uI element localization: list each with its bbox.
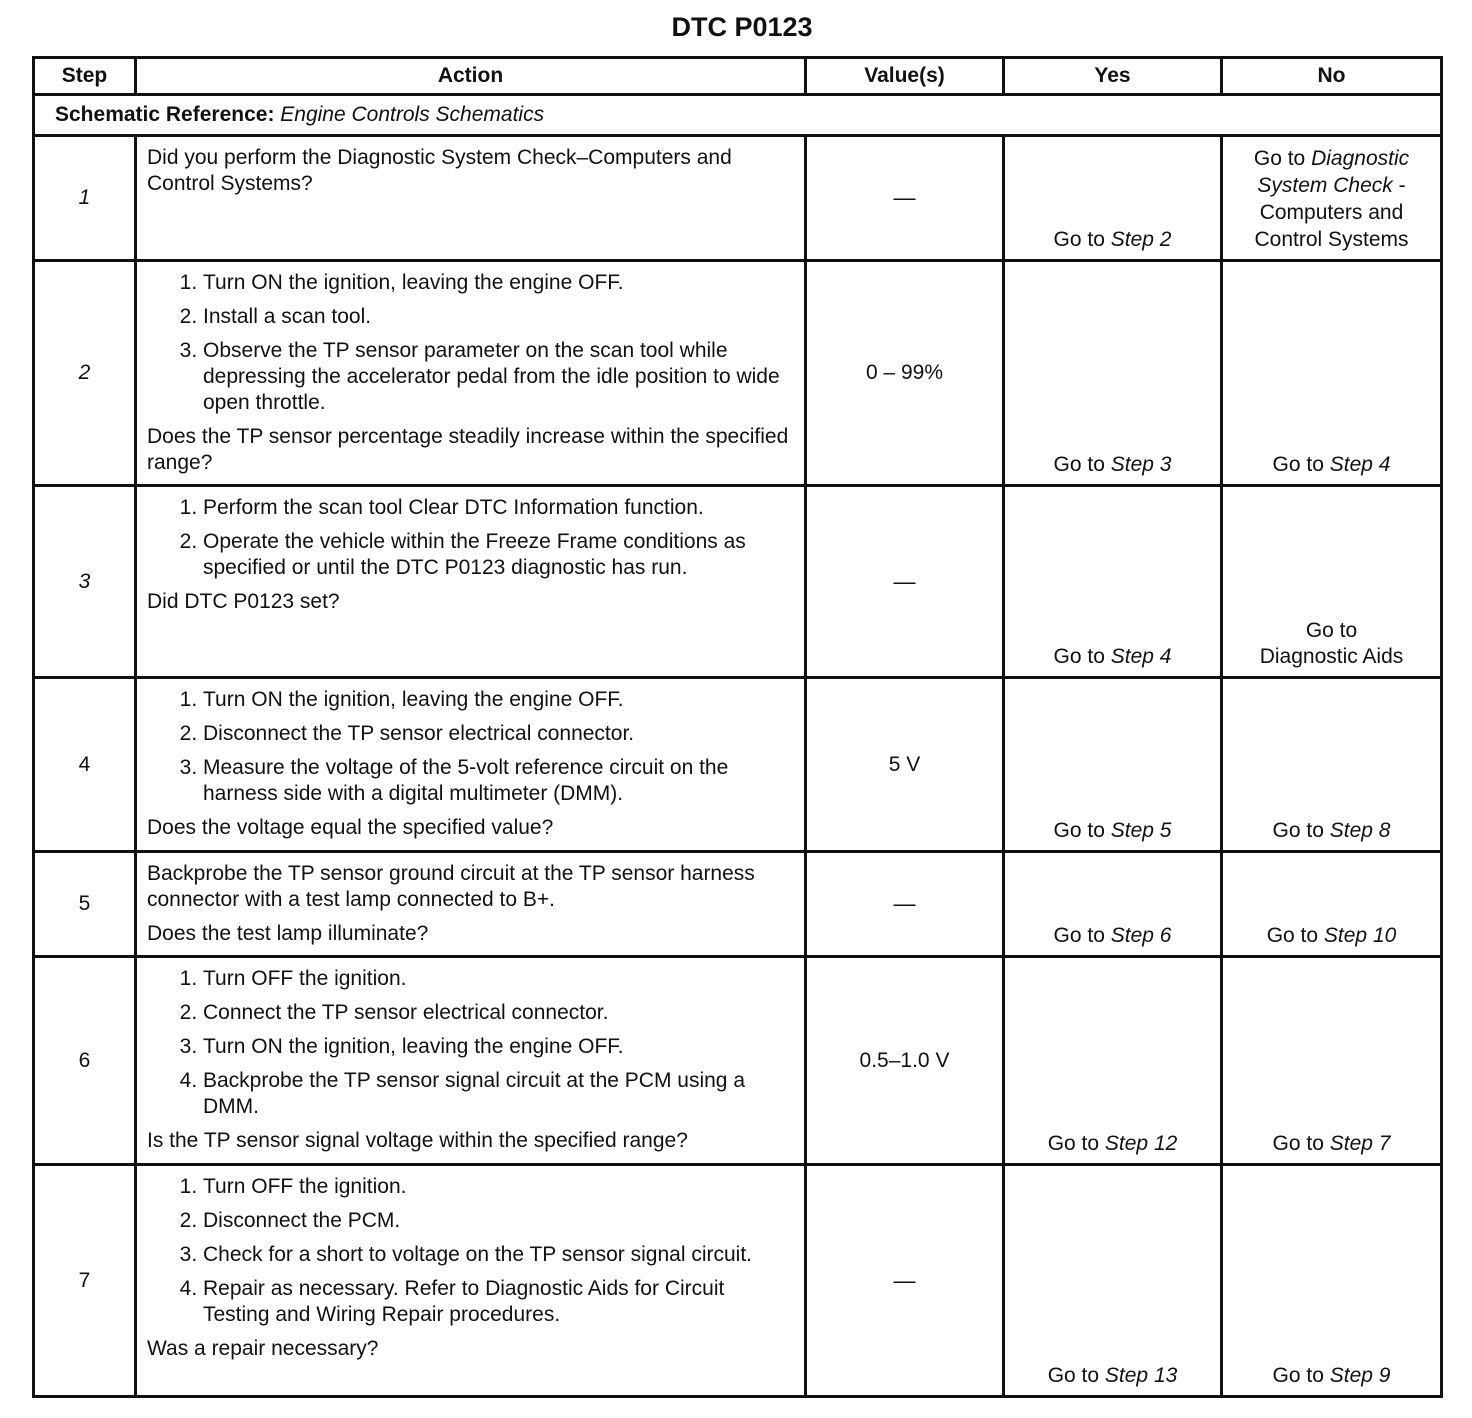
no-cell — [1222, 957, 1442, 1165]
action-intro: Did you perform the Diagnostic System Check–Computers and Control Systems? — [147, 146, 732, 195]
no-prefix: Go to — [1253, 147, 1306, 170]
action-item: 1. Turn OFF the ignition. — [203, 1174, 794, 1200]
step-value: — — [806, 136, 1004, 261]
action-item: 3. Check for a short to voltage on the TP sensor signal circuit. — [203, 1242, 794, 1268]
no-prefix: Go to — [1272, 819, 1324, 842]
header-values: Value(s) — [806, 58, 1004, 95]
step-action — [136, 957, 806, 1165]
step-action — [136, 261, 806, 486]
action-question: Is the TP sensor signal voltage within the specified range? — [147, 1129, 688, 1152]
header-step: Step — [34, 58, 136, 95]
step-action — [136, 486, 806, 678]
no-link[interactable]: Step 4 — [1329, 453, 1391, 476]
step-value: 0.5–1.0 V — [806, 957, 1004, 1165]
no-prefix: Go to — [1272, 1364, 1324, 1387]
action-item: 2. Install a scan tool. — [203, 304, 794, 330]
action-item: 3. Measure the voltage of the 5-volt reference circuit on the harness side with a digital multimeter (DMM). — [203, 755, 794, 807]
schematic-reference-label: Schematic Reference: — [55, 103, 275, 126]
no-link[interactable]: Step 9 — [1329, 1364, 1391, 1387]
step-value: — — [806, 486, 1004, 678]
action-item: 2. Disconnect the TP sensor electrical connector. — [203, 721, 794, 747]
yes-link[interactable]: Step 6 — [1110, 924, 1172, 947]
step-number: 6 — [34, 957, 136, 1165]
table-row — [34, 957, 1442, 1165]
no-link[interactable]: Step 10 — [1323, 924, 1397, 947]
yes-link[interactable]: Step 4 — [1110, 645, 1172, 668]
action-list — [147, 495, 794, 581]
no-cell — [1222, 1165, 1442, 1397]
table-row — [34, 486, 1442, 678]
step-value: 5 V — [806, 678, 1004, 852]
yes-link[interactable]: Step 2 — [1110, 228, 1172, 251]
yes-prefix: Go to — [1053, 645, 1105, 668]
table-row — [34, 678, 1442, 852]
action-item: 1. Perform the scan tool Clear DTC Information function. — [203, 495, 794, 521]
header-yes: Yes — [1004, 58, 1222, 95]
yes-link[interactable]: Step 3 — [1110, 453, 1172, 476]
action-item: 1. Turn ON the ignition, leaving the engine OFF. — [203, 270, 794, 296]
action-item: 1. Turn OFF the ignition. — [203, 966, 794, 992]
table-row — [34, 852, 1442, 957]
yes-prefix: Go to — [1053, 924, 1105, 947]
yes-cell — [1004, 957, 1222, 1165]
yes-cell — [1004, 852, 1222, 957]
action-item: 3. Observe the TP sensor parameter on the scan tool while depressing the accelerator pedal from the idle position to wide open throttle. — [203, 338, 794, 416]
step-value: 0 – 99% — [806, 261, 1004, 486]
yes-cell — [1004, 136, 1222, 261]
step-value: — — [806, 1165, 1004, 1397]
action-question: Does the test lamp illuminate? — [147, 922, 429, 945]
action-question: Did DTC P0123 set? — [147, 590, 340, 613]
header-action: Action — [136, 58, 806, 95]
action-question: Does the TP sensor percentage steadily increase within the specified range? — [147, 425, 789, 474]
yes-prefix: Go to — [1047, 1132, 1100, 1155]
no-link[interactable]: Step 7 — [1329, 1132, 1391, 1155]
no-cell — [1222, 486, 1442, 678]
step-action — [136, 136, 806, 261]
action-item: 1. Turn ON the ignition, leaving the engine OFF. — [203, 687, 794, 713]
step-number: 1 — [34, 136, 136, 261]
schematic-reference-link[interactable]: Engine Controls Schematics — [280, 103, 545, 126]
no-link[interactable]: Diagnostic System Check — [1257, 147, 1410, 197]
yes-prefix: Go to — [1053, 453, 1105, 476]
action-item: 4. Backprobe the TP sensor signal circuit at the PCM using a DMM. — [203, 1068, 794, 1120]
schematic-reference — [34, 95, 1442, 136]
action-question: Was a repair necessary? — [147, 1337, 379, 1360]
step-action — [136, 678, 806, 852]
no-cell — [1222, 852, 1442, 957]
yes-prefix: Go to — [1053, 228, 1105, 251]
no-cell — [1222, 261, 1442, 486]
table-row — [34, 1165, 1442, 1397]
yes-cell — [1004, 486, 1222, 678]
yes-link[interactable]: Step 13 — [1104, 1364, 1178, 1387]
action-list — [147, 966, 794, 1120]
step-action — [136, 852, 806, 957]
step-number: 2 — [34, 261, 136, 486]
action-item: 2. Operate the vehicle within the Freeze Frame conditions as specified or until the DTC P0123 diagnostic has run. — [203, 529, 794, 581]
action-item: 3. Turn ON the ignition, leaving the engine OFF. — [203, 1034, 794, 1060]
no-cell — [1222, 678, 1442, 852]
step-number: 5 — [34, 852, 136, 957]
yes-prefix: Go to — [1053, 819, 1105, 842]
action-list — [147, 687, 794, 807]
yes-link[interactable]: Step 12 — [1104, 1132, 1178, 1155]
yes-link[interactable]: Step 5 — [1110, 819, 1172, 842]
no-cell — [1222, 136, 1442, 261]
action-item: 4. Repair as necessary. Refer to Diagnostic Aids for Circuit Testing and Wiring Repair procedures. — [203, 1276, 794, 1328]
action-list — [147, 270, 794, 416]
no-prefix: Go to — [1272, 1132, 1324, 1155]
no-prefix: Go to — [1266, 924, 1319, 947]
table-row — [34, 261, 1442, 486]
action-list — [147, 1174, 794, 1328]
no-prefix: Go to — [1272, 453, 1324, 476]
step-value: — — [806, 852, 1004, 957]
yes-prefix: Go to — [1047, 1364, 1100, 1387]
no-suffix: - Computers and Control Systems — [1254, 174, 1409, 251]
yes-cell — [1004, 261, 1222, 486]
action-question: Does the voltage equal the specified value? — [147, 816, 554, 839]
yes-cell — [1004, 1165, 1222, 1397]
schematic-reference-row — [34, 95, 1442, 136]
header-row — [34, 58, 1442, 95]
dtc-table — [32, 56, 1443, 1398]
action-item: 2. Disconnect the PCM. — [203, 1208, 794, 1234]
step-action — [136, 1165, 806, 1397]
header-no: No — [1222, 58, 1442, 95]
table-row — [34, 136, 1442, 261]
action-item: 2. Connect the TP sensor electrical connector. — [203, 1000, 794, 1026]
no-prefix: Go to — [1305, 619, 1358, 642]
no-link[interactable]: Step 8 — [1329, 819, 1391, 842]
step-number: 4 — [34, 678, 136, 852]
no-link[interactable]: Diagnostic Aids — [1259, 645, 1404, 668]
action-intro: Backprobe the TP sensor ground circuit at the TP sensor harness connector with a test lamp connected to B+. — [147, 862, 755, 911]
step-number: 3 — [34, 486, 136, 678]
step-number: 7 — [34, 1165, 136, 1397]
page-title: DTC P0123 — [671, 12, 813, 42]
yes-cell — [1004, 678, 1222, 852]
